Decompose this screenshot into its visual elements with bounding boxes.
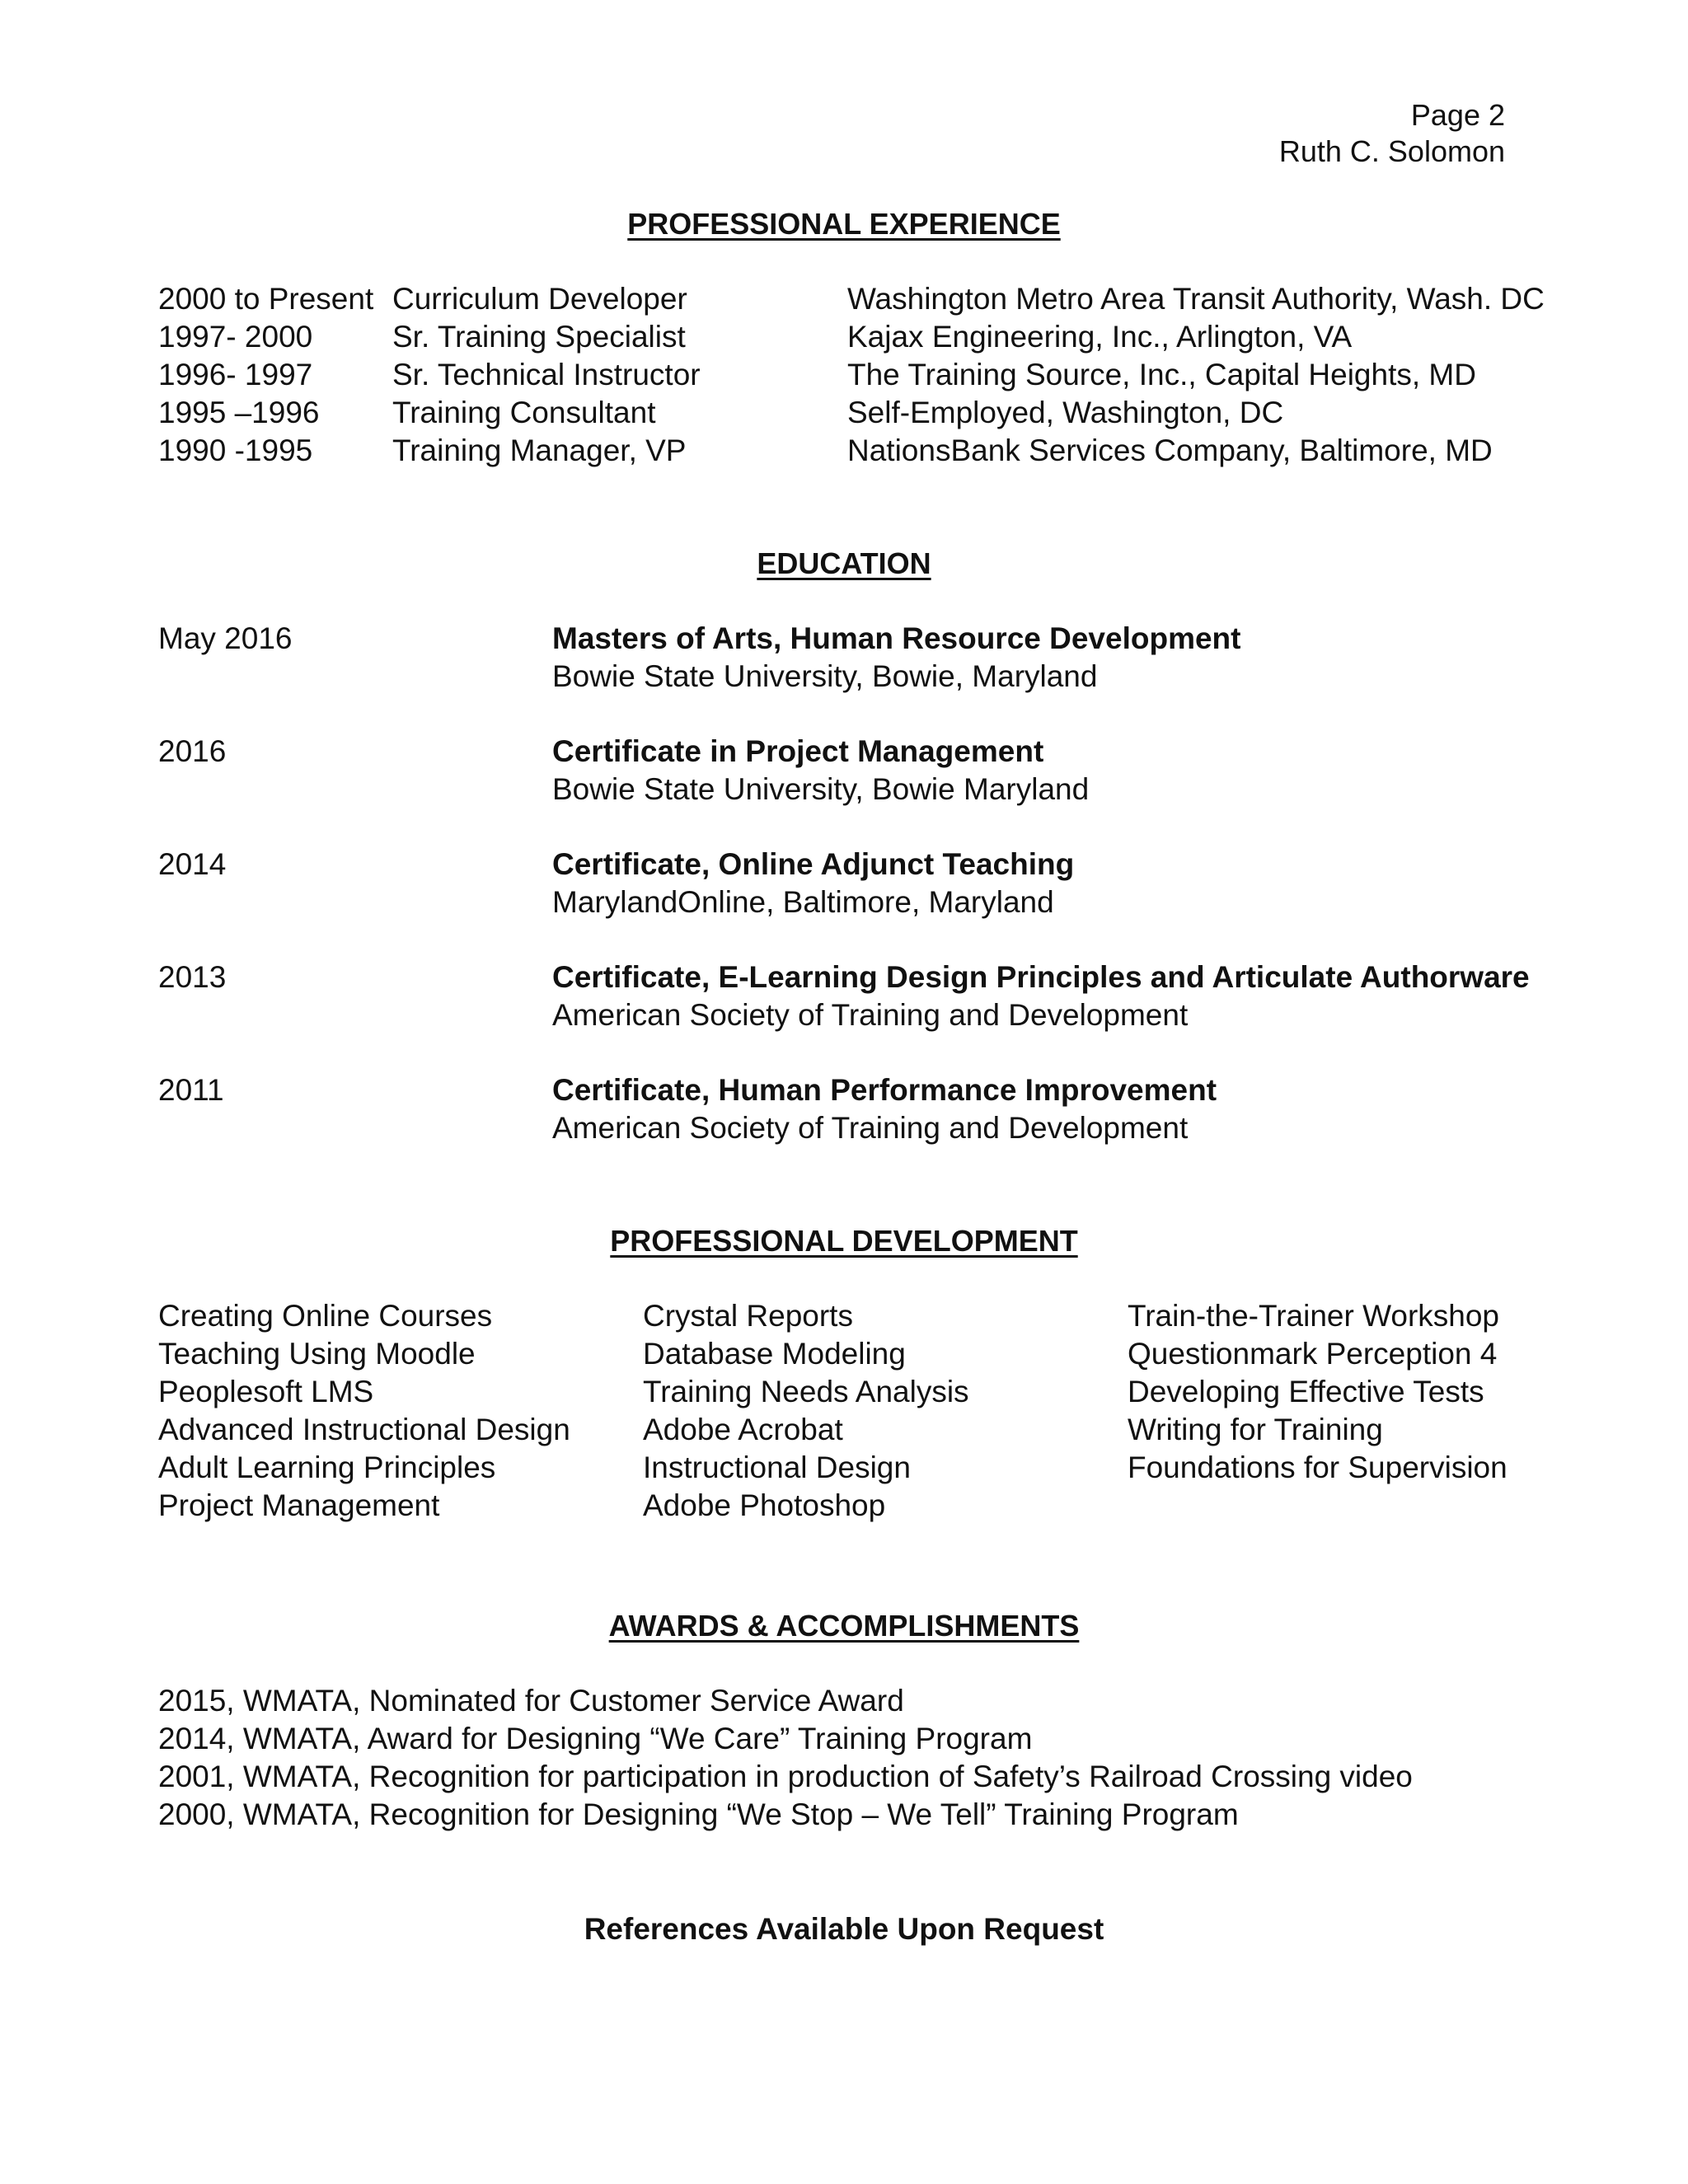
experience-org: Washington Metro Area Transit Authority, Wash. DC [847, 282, 1545, 316]
development-column-2 [643, 1297, 969, 1525]
education-school-row [0, 883, 1688, 921]
award-item: 2014, WMATA, Award for Designing “We Care” Training Program [158, 1722, 1033, 1755]
development-item: Adobe Photoshop [643, 1488, 886, 1522]
author-name: Ruth C. Solomon [1278, 134, 1505, 168]
experience-years: 1997- 2000 [158, 320, 313, 354]
education-entry [0, 846, 1688, 883]
education-entry [0, 733, 1688, 771]
education-school-row [0, 771, 1688, 808]
education-entry [0, 958, 1688, 996]
experience-years: 1990 -1995 [158, 434, 313, 467]
experience-org: The Training Source, Inc., Capital Heights, MD [847, 358, 1476, 391]
award-item: 2000, WMATA, Recognition for Designing “We Stop – We Tell” Training Program [158, 1797, 1239, 1831]
experience-row [0, 318, 1688, 356]
education-school: American Society of Training and Development [552, 998, 1189, 1032]
development-item: Database Modeling [643, 1337, 906, 1371]
education-degree: Certificate in Project Management [552, 734, 1044, 768]
development-column-1 [158, 1297, 570, 1525]
development-item: Train-the-Trainer Workshop [1128, 1299, 1499, 1333]
education-degree: Masters of Arts, Human Resource Development [552, 621, 1241, 655]
references-note: References Available Upon Request [584, 1912, 1104, 1946]
education-school: American Society of Training and Development [552, 1111, 1189, 1145]
experience-years: 1995 –1996 [158, 396, 320, 429]
education-school: MarylandOnline, Baltimore, Maryland [552, 885, 1054, 919]
development-item: Writing for Training [1128, 1413, 1383, 1446]
development-item: Adult Learning Principles [158, 1451, 496, 1484]
education-school: Bowie State University, Bowie, Maryland [552, 659, 1098, 693]
development-item: Adobe Acrobat [643, 1413, 843, 1446]
development-item: Creating Online Courses [158, 1299, 493, 1333]
experience-row [0, 394, 1688, 432]
development-item: Peoplesoft LMS [158, 1375, 374, 1408]
experience-role: Curriculum Developer [392, 282, 687, 316]
development-column-3 [1128, 1297, 1507, 1487]
experience-row [0, 280, 1688, 318]
award-item: 2001, WMATA, Recognition for participation in production of Safety’s Railroad Crossing video [158, 1760, 1413, 1793]
experience-role: Training Manager, VP [392, 434, 687, 467]
development-item: Project Management [158, 1488, 440, 1522]
experience-row [0, 356, 1688, 394]
award-item: 2015, WMATA, Nominated for Customer Service Award [158, 1684, 904, 1718]
education-date: 2014 [158, 847, 227, 881]
experience-role: Training Consultant [392, 396, 656, 429]
education-entry [0, 620, 1688, 658]
education-school-row [0, 1109, 1688, 1147]
awards-heading: AWARDS & ACCOMPLISHMENTS [608, 1609, 1080, 1643]
experience-heading: PROFESSIONAL EXPERIENCE [627, 207, 1061, 241]
experience-row [0, 432, 1688, 470]
experience-years: 1996- 1997 [158, 358, 313, 391]
experience-org: NationsBank Services Company, Baltimore, MD [847, 434, 1493, 467]
education-school: Bowie State University, Bowie Maryland [552, 772, 1090, 806]
experience-role: Sr. Technical Instructor [392, 358, 701, 391]
development-item: Developing Effective Tests [1128, 1375, 1484, 1408]
development-item: Questionmark Perception 4 [1128, 1337, 1498, 1371]
education-entry [0, 1071, 1688, 1109]
education-degree: Certificate, E-Learning Design Principles and Articulate Authorware [552, 960, 1530, 994]
education-heading: EDUCATION [757, 546, 931, 580]
experience-role: Sr. Training Specialist [392, 320, 686, 354]
education-date: 2016 [158, 734, 227, 768]
development-item: Foundations for Supervision [1128, 1451, 1507, 1484]
development-item: Instructional Design [643, 1451, 911, 1484]
experience-org: Self-Employed, Washington, DC [847, 396, 1284, 429]
development-item: Advanced Instructional Design [158, 1413, 570, 1446]
education-degree: Certificate, Online Adjunct Teaching [552, 847, 1075, 881]
page-number: Page 2 [1410, 98, 1505, 132]
education-school-row [0, 996, 1688, 1034]
development-heading: PROFESSIONAL DEVELOPMENT [610, 1224, 1078, 1258]
development-item: Training Needs Analysis [643, 1375, 969, 1408]
education-date: 2013 [158, 960, 227, 994]
education-date: May 2016 [158, 621, 293, 655]
experience-years: 2000 to Present [158, 282, 374, 316]
development-item: Teaching Using Moodle [158, 1337, 476, 1371]
development-item: Crystal Reports [643, 1299, 853, 1333]
education-date: 2011 [158, 1073, 224, 1107]
education-school-row [0, 658, 1688, 696]
education-degree: Certificate, Human Performance Improvement [552, 1073, 1217, 1107]
experience-org: Kajax Engineering, Inc., Arlington, VA [847, 320, 1353, 354]
